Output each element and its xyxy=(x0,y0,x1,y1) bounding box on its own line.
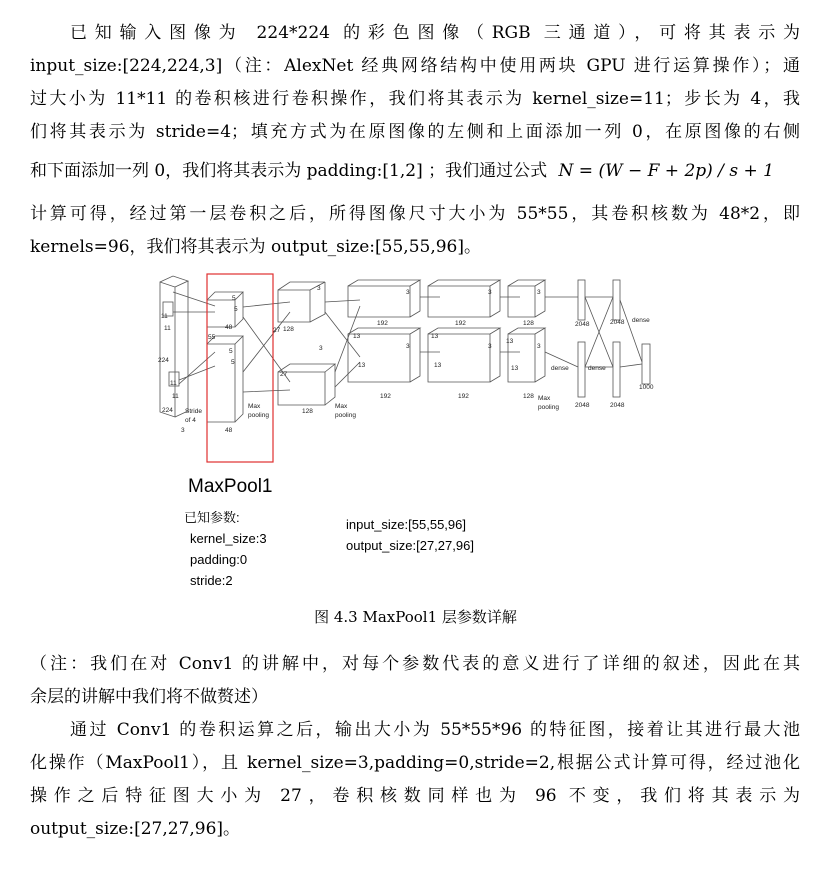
label: Max xyxy=(538,395,551,402)
label: 27 xyxy=(280,371,288,378)
paragraph3-line3: 操作之后特征图大小为 27，卷积核数同样也为 96 不变，我们将其表示为 xyxy=(30,786,800,806)
formula: N = (W − F + 2p) / s + 1 xyxy=(558,161,774,181)
paragraph2-line1: （注：我们在对 Conv1 的讲解中，对每个参数代表的意义进行了详细的叙述，因此在其 xyxy=(30,654,800,674)
figure-caption: 图 4.3 MaxPool1 层参数详解 xyxy=(314,608,517,626)
label: 192 xyxy=(455,320,466,327)
paragraph1-line1: 已知输入图像为 224*224 的彩色图像（RGB 三通道），可将其表示为 xyxy=(70,23,800,43)
param-padding: padding:0 xyxy=(190,552,248,567)
label: 13 xyxy=(434,362,442,369)
label: 3 xyxy=(406,343,410,350)
label: 3 xyxy=(181,427,185,434)
paragraph1-line4: 们将其表示为 stride=4；填充方式为在原图像的左侧和上面添加一列 0，在原图像的右侧 xyxy=(30,122,800,142)
label: Stride xyxy=(185,408,202,415)
figure-params xyxy=(184,507,267,591)
label: of 4 xyxy=(185,417,196,424)
label: 5 xyxy=(234,306,238,313)
label: pooling xyxy=(538,404,559,411)
label: 3 xyxy=(406,289,410,296)
paragraph3-line4: output_size:[27,27,96]。 xyxy=(30,819,241,839)
paragraph1-line5 xyxy=(30,160,800,182)
label: 13 xyxy=(353,333,361,340)
label: pooling xyxy=(335,412,356,419)
label: 11 xyxy=(161,313,168,320)
label: 3 xyxy=(319,345,323,352)
paragraph1-line5-text: 和下面添加一列 0，我们将其表示为 padding:[1,2] ；我们通过公式 xyxy=(30,161,548,181)
label: 224 xyxy=(162,407,173,414)
param-kernel-size: kernel_size:3 xyxy=(190,531,267,546)
paragraph1-line7: kernels=96，我们将其表示为 output_size:[55,55,96]。 xyxy=(30,237,481,257)
label: 13 xyxy=(506,338,514,345)
params-heading: 已知参数: xyxy=(184,510,240,525)
label: 1000 xyxy=(639,384,654,391)
label: Max xyxy=(335,403,348,410)
label: 2048 xyxy=(610,319,625,326)
label: 224 xyxy=(158,357,169,364)
label: 128 xyxy=(302,408,313,415)
label: 3 xyxy=(488,343,492,350)
label: 192 xyxy=(458,393,469,400)
label: 27 xyxy=(273,327,281,334)
paragraph3-line2: 化操作（MaxPool1），且 kernel_size=3,padding=0,stride=2,根据公式计算可得，经过池化 xyxy=(30,753,800,773)
label: pooling xyxy=(248,412,269,419)
label: 2048 xyxy=(575,321,590,328)
label: 5 xyxy=(231,359,235,366)
label: 55 xyxy=(208,334,216,341)
figure-io xyxy=(346,514,474,556)
label: 3 xyxy=(317,285,321,292)
label: 128 xyxy=(523,393,534,400)
label: 3 xyxy=(537,289,541,296)
label: 5 xyxy=(229,348,233,355)
label: 2048 xyxy=(610,402,625,409)
label: 48 xyxy=(225,427,233,434)
label: dense xyxy=(588,365,606,372)
label: 11 xyxy=(170,380,177,387)
label: 192 xyxy=(377,320,388,327)
label: 11 xyxy=(172,393,179,400)
label: dense xyxy=(632,317,650,324)
label: 3 xyxy=(488,289,492,296)
paragraph1-line2: input_size:[224,224,3]（注：AlexNet 经典网络结构中使用两块 GPU 进行运算操作）；通 xyxy=(30,56,800,76)
paragraph2-line2: 余层的讲解中我们将不做赘述） xyxy=(30,687,268,707)
label: 13 xyxy=(511,365,519,372)
label: 48 xyxy=(225,324,233,331)
figure-title: MaxPool1 xyxy=(188,476,273,497)
label: 13 xyxy=(431,333,439,340)
output-size: output_size:[27,27,96] xyxy=(346,538,474,553)
input-size: input_size:[55,55,96] xyxy=(346,517,466,532)
label: 3 xyxy=(537,343,541,350)
label: 128 xyxy=(523,320,534,327)
label: 192 xyxy=(380,393,391,400)
label: Max xyxy=(248,403,261,410)
maxpool1-highlight xyxy=(207,274,273,462)
label: 2048 xyxy=(575,402,590,409)
paragraph3-line1: 通过 Conv1 的卷积运算之后，输出大小为 55*55*96 的特征图，接着让其进行最大池 xyxy=(70,720,800,740)
label: 11 xyxy=(164,325,171,332)
param-stride: stride:2 xyxy=(190,573,233,588)
label: 5 xyxy=(232,295,236,302)
paragraph1-line6: 计算可得，经过第一层卷积之后，所得图像尺寸大小为 55*55，其卷积核数为 48*2，即 xyxy=(30,204,800,224)
label: 128 xyxy=(283,326,294,333)
paragraph1-line3: 过大小为 11*11 的卷积核进行卷积操作，我们将其表示为 kernel_size=11；步长为 4，我 xyxy=(30,89,800,109)
label: 13 xyxy=(358,362,366,369)
label: dense xyxy=(551,365,569,372)
